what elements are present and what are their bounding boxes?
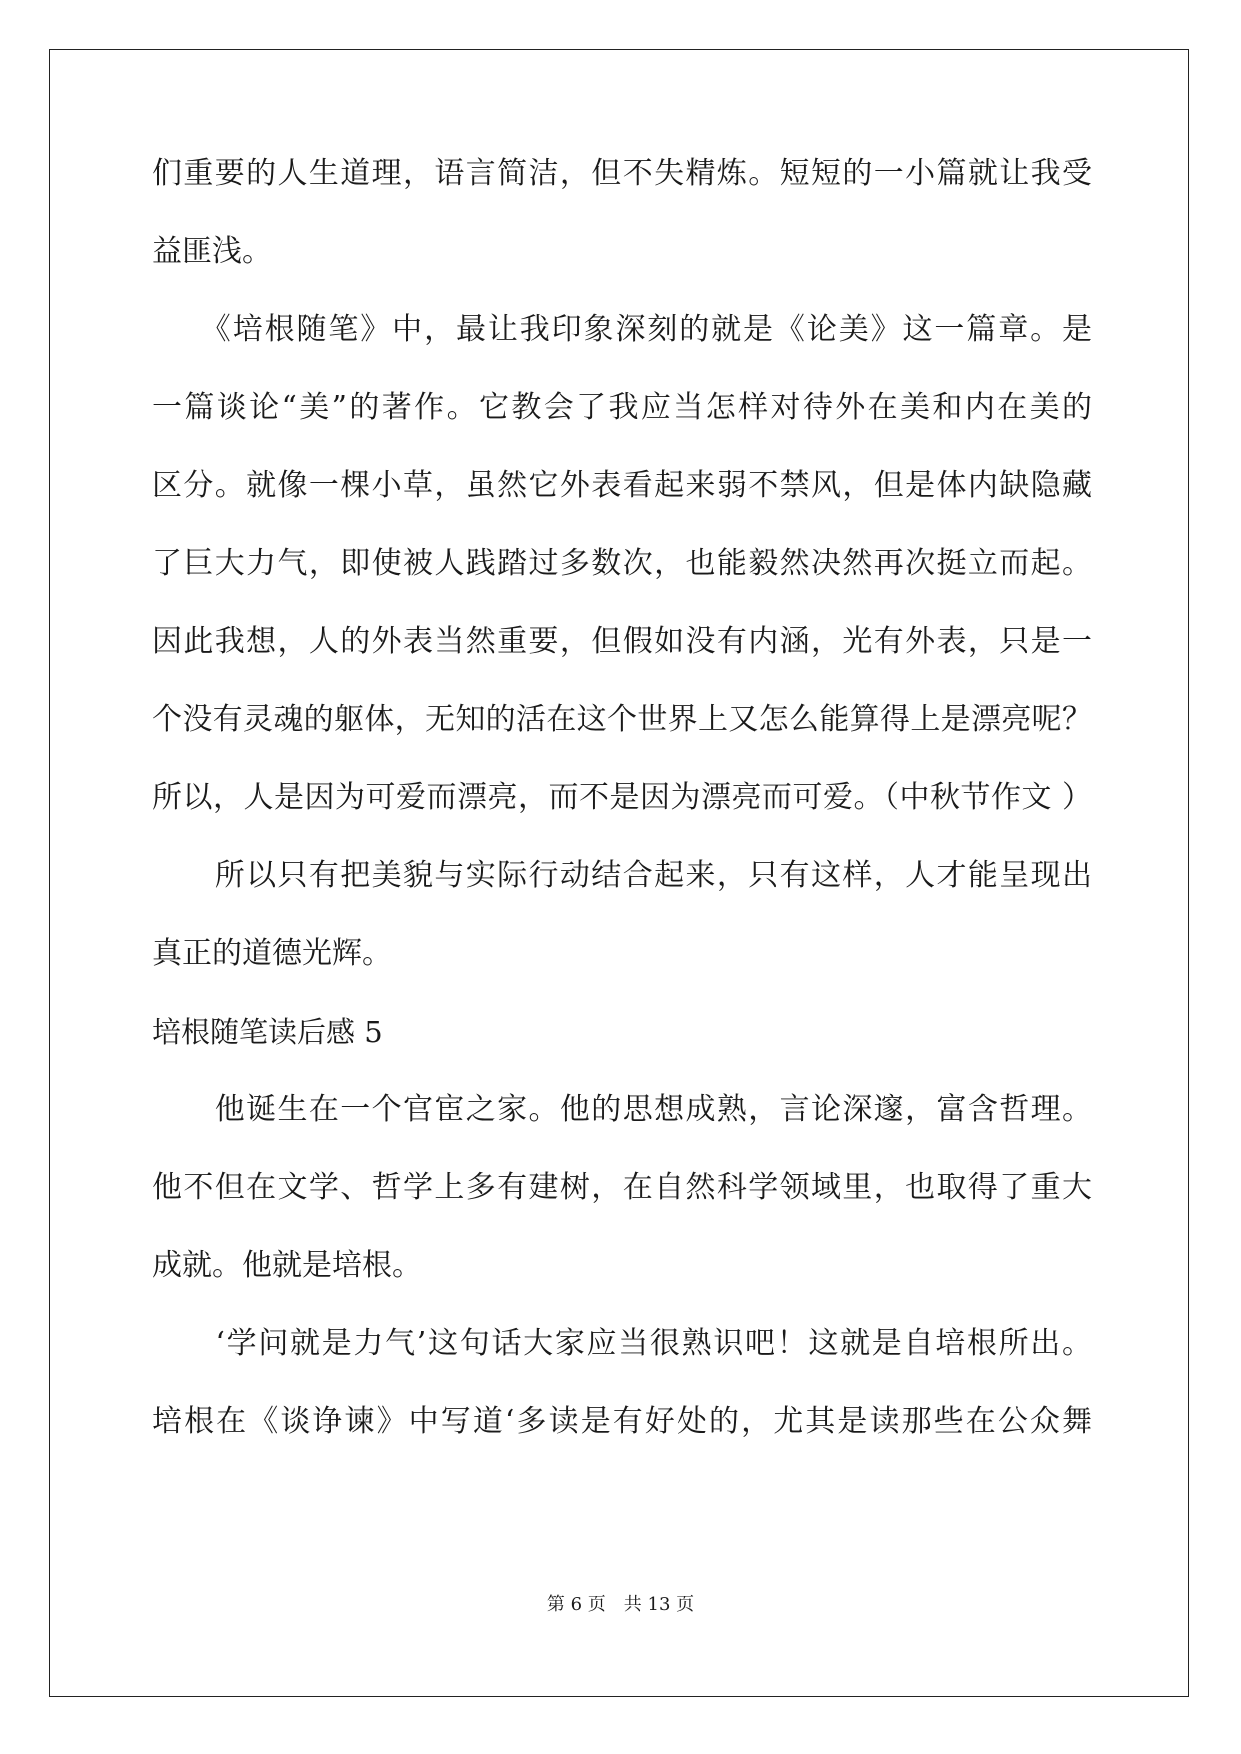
section-heading: 培根随笔读后感 5 <box>152 1015 383 1049</box>
body-line: 因此我想，人的外表当然重要，但假如没有内涵，光有外表，只是一 <box>152 624 1092 659</box>
body-line: ‘学问就是力气’这句话大家应当很熟识吧！这就是自培根所出。 <box>152 1326 1092 1361</box>
body-line: 真正的道德光辉。 <box>152 936 392 971</box>
body-line: 了巨大力气，即使被人践踏过多数次，也能毅然决然再次挺立而起。 <box>152 546 1092 581</box>
body-line: 他不但在文学、哲学上多有建树，在自然科学领域里，也取得了重大 <box>152 1170 1092 1205</box>
body-line: 他诞生在一个官宦之家。他的思想成熟，言论深邃，富含哲理。 <box>152 1092 1092 1127</box>
body-line: 们重要的人生道理，语言简洁，但不失精炼。短短的一小篇就让我受 <box>152 156 1092 191</box>
page-footer <box>0 1593 1241 1617</box>
page-number: 第 6 页 共 13 页 <box>546 1594 695 1615</box>
body-line: 区分。就像一棵小草，虽然它外表看起来弱不禁风，但是体内缺隐藏 <box>152 468 1092 503</box>
body-line: 个没有灵魂的躯体，无知的活在这个世界上又怎么能算得上是漂亮呢？ <box>152 702 1092 737</box>
body-line: 益匪浅。 <box>152 234 272 269</box>
body-line: 培根在《谈诤谏》中写道‘多读是有好处的，尤其是读那些在公众舞 <box>152 1404 1092 1439</box>
body-line: 成就。他就是培根。 <box>152 1248 422 1283</box>
body-line: 《培根随笔》中，最让我印象深刻的就是《论美》这一篇章。是 <box>152 312 1092 347</box>
body-line: 所以，人是因为可爱而漂亮，而不是因为漂亮而可爱。（中秋节作文 ） <box>152 780 1092 815</box>
body-line: 所以只有把美貌与实际行动结合起来，只有这样，人才能呈现出 <box>152 858 1092 893</box>
body-line: 一篇谈论“美”的著作。它教会了我应当怎样对待外在美和内在美的 <box>152 390 1092 425</box>
